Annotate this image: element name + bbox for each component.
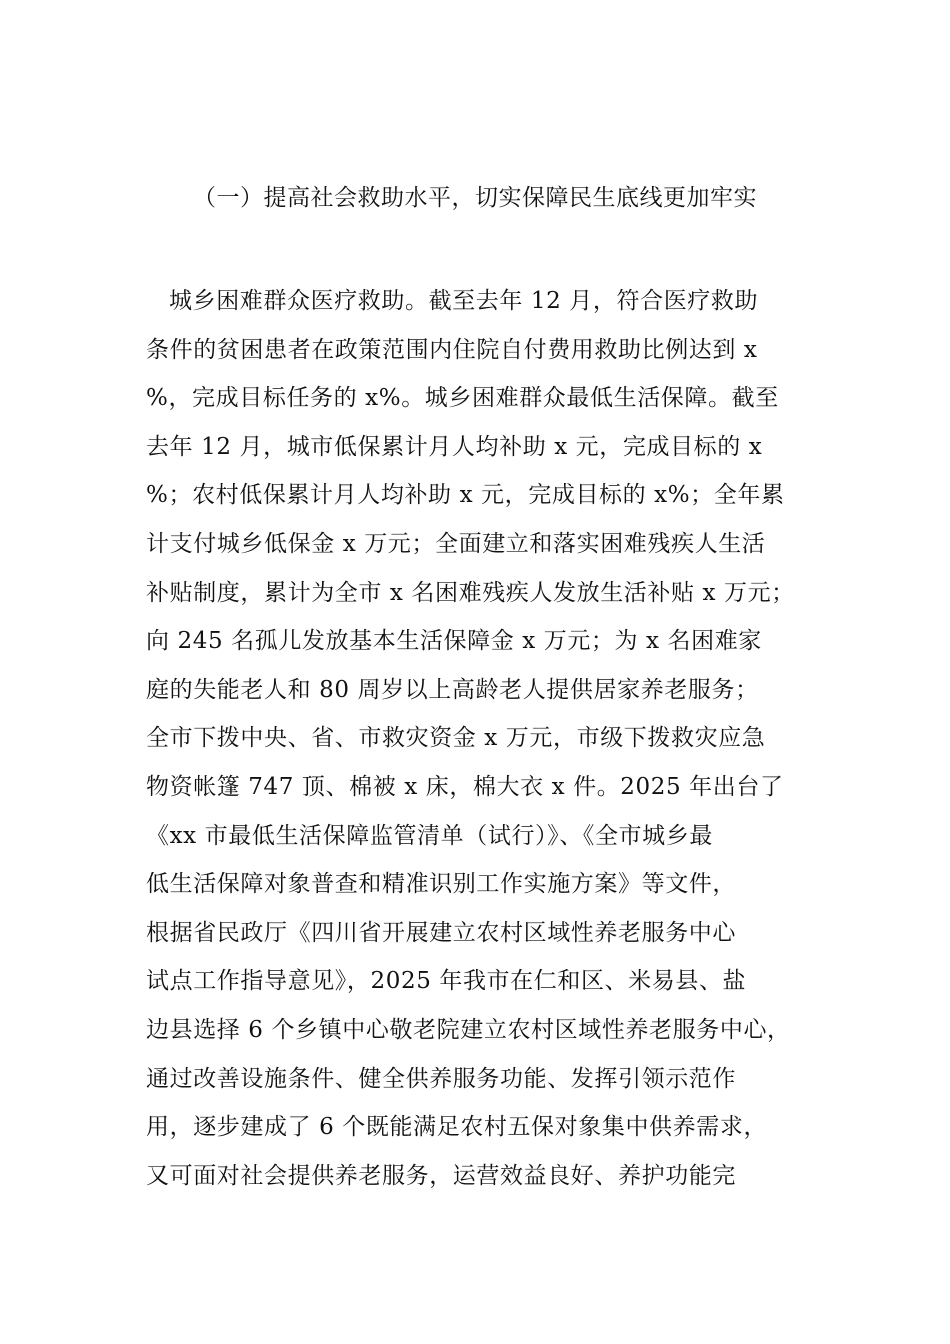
paragraph-line: 向 245 名孤儿发放基本生活保障金 x 万元；为 x 名困难家 [146, 628, 762, 655]
paragraph-line: 低生活保障对象普查和精准识别工作实施方案》等文件， [146, 871, 736, 898]
body-paragraph [146, 277, 826, 1200]
paragraph-line: 又可面对社会提供养老服务，运营效益良好、养护功能完 [146, 1162, 736, 1189]
paragraph-line: 计支付城乡低保金 x 万元；全面建立和落实困难残疾人生活 [146, 530, 766, 557]
paragraph-line: %；农村低保累计月人均补助 x 元，完成目标的 x%；全年累 [146, 482, 785, 509]
paragraph-line: 补贴制度，累计为全市 x 名困难残疾人发放生活补贴 x 万元； [146, 579, 795, 606]
section-heading: （一）提高社会救助水平，切实保障民生底线更加牢实 [193, 185, 757, 211]
paragraph-line: %，完成目标任务的 x%。城乡困难群众最低生活保障。截至 [146, 385, 779, 412]
paragraph-line: 城乡困难群众医疗救助。截至去年 12 月，符合医疗救助 [169, 288, 759, 314]
paragraph-line: 根据省民政厅《四川省开展建立农村区域性养老服务中心 [146, 919, 736, 946]
paragraph-line: 《xx 市最低生活保障监管清单（试行）》、《全市城乡最 [146, 822, 713, 849]
paragraph-line: 庭的失能老人和 80 周岁以上高龄老人提供居家养老服务； [146, 676, 759, 703]
paragraph-line: 去年 12 月，城市低保累计月人均补助 x 元，完成目标的 x [146, 433, 763, 460]
paragraph-line: 用，逐步建成了 6 个既能满足农村五保对象集中供养需求， [146, 1114, 768, 1141]
paragraph-line: 条件的贫困患者在政策范围内住院自付费用救助比例达到 x [146, 336, 758, 363]
paragraph-line: 物资帐篷 747 顶、棉被 x 床，棉大衣 x 件。2025 年出台了 [146, 773, 784, 800]
paragraph-line: 全市下拨中央、省、市救灾资金 x 万元，市级下拨救灾应急 [146, 725, 766, 752]
paragraph-line: 边县选择 6 个乡镇中心敬老院建立农村区域性养老服务中心， [146, 1016, 791, 1043]
paragraph-line: 通过改善设施条件、健全供养服务功能、发挥引领示范作 [146, 1065, 736, 1092]
paragraph-line: 试点工作指导意见》，2025 年我市在仁和区、米易县、盐 [146, 968, 747, 995]
